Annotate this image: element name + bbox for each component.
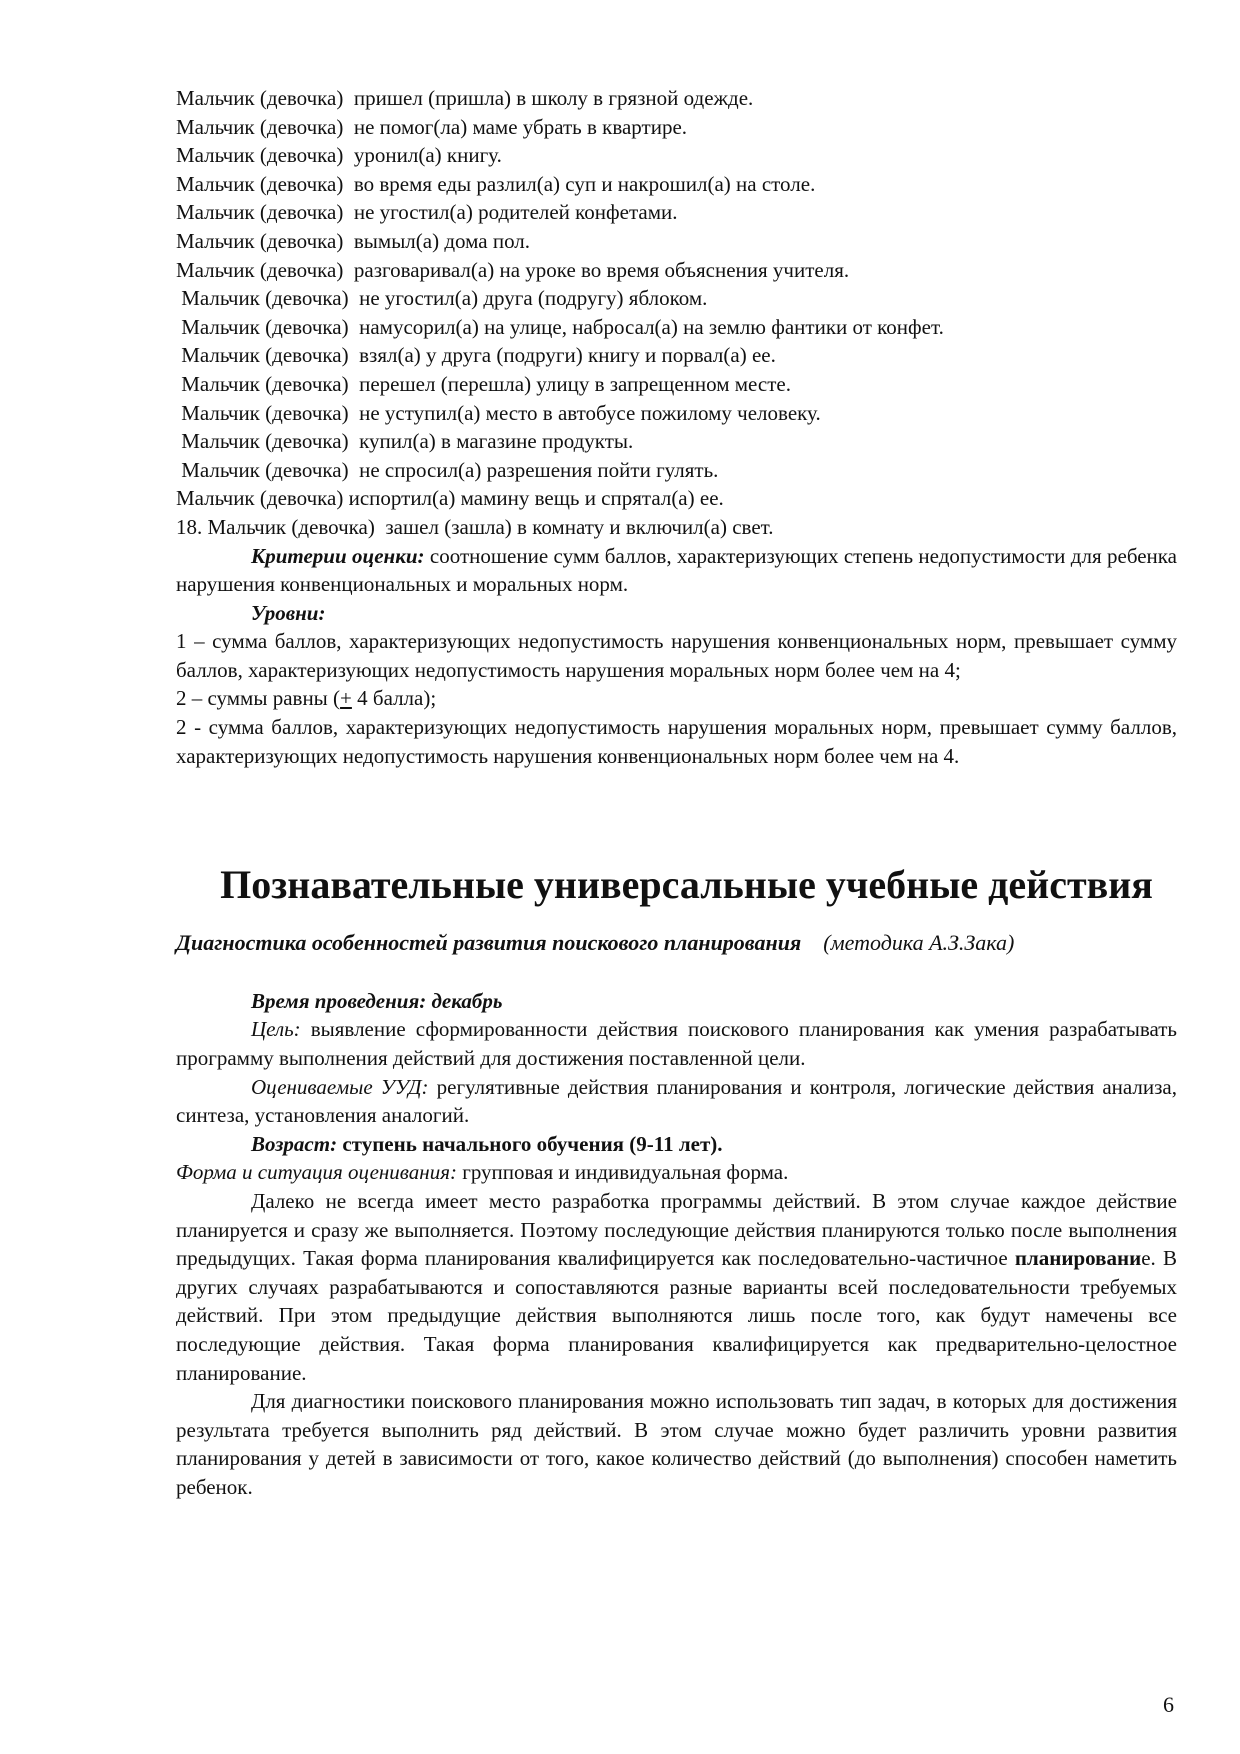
list-item: Мальчик (девочка) уронил(а) книгу. (176, 143, 502, 168)
level-1: 1 – сумма баллов, характеризующих недопустимость нарушения конвенциональных норм, превышает сумму баллов, характеризующих недопустимость нарушения моральных норм более чем на 4; (176, 629, 1177, 682)
planning-paragraph (176, 1187, 1177, 1387)
method-author: (методика А.З.Зака) (823, 930, 1015, 956)
criteria-text: соотношение сумм баллов, характеризующих степень недопустимости для ребенка нарушения конвенциональных и моральных норм. (176, 543, 1178, 597)
form-label: Форма и ситуация оценивания: (176, 1160, 457, 1185)
situations-list (176, 84, 1177, 542)
list-item: Мальчик (девочка) взял(а) у друга (подруги) книгу и порвал(а) ее. (176, 343, 776, 368)
list-item: Мальчик (девочка) не уступил(а) место в автобусе пожилому человеку. (176, 400, 821, 425)
list-item: Мальчик (девочка) не угостил(а) друга (подругу) яблоком. (176, 286, 708, 311)
list-item: Мальчик (девочка) не помог(ла) маме убрать в квартире. (176, 114, 688, 139)
level-3: 2 - сумма баллов, характеризующих недопустимость нарушения моральных норм, превышает сумму баллов, характеризующих недопустимость нарушения конвенциональных норм более чем на 4. (176, 715, 1177, 768)
uud-label: Оцениваемые УУД: (251, 1074, 429, 1099)
goal-label: Цель: (251, 1017, 301, 1042)
list-item: Мальчик (девочка) пришел (пришла) в школу в грязной одежде. (176, 86, 754, 110)
age-text: ступень начального обучения (9-11 лет). (337, 1131, 723, 1156)
criteria-label: Критерии оценки: (251, 543, 425, 568)
age-label: Возраст: (251, 1131, 338, 1156)
list-item: Мальчик (девочка) разговаривал(а) на уроке во время объяснения учителя. (176, 257, 850, 282)
goal-text: выявление сформированности действия поискового планирования как умения разрабатывать программу выполнения действий для достижения поставленной цели. (176, 1017, 1177, 1071)
page-number: 6 (1163, 1692, 1174, 1717)
age-line (176, 1130, 1177, 1159)
criteria-paragraph (176, 542, 1177, 599)
list-item: Мальчик (девочка) намусорил(а) на улице, набросал(а) на землю фантики от конфет. (176, 314, 944, 339)
list-item: Мальчик (девочка) испортил(а) мамину вещь и спрятал(а) ее. (176, 486, 724, 511)
list-item: Мальчик (девочка) перешел (перешла) улицу в запрещенном месте. (176, 371, 791, 396)
document-page (176, 84, 1177, 1502)
uud-paragraph (176, 1073, 1177, 1130)
list-item: 18. Мальчик (девочка) зашел (зашла) в комнату и включил(а) свет. (176, 514, 774, 539)
levels-label: Уровни: (251, 600, 326, 625)
method-name: Диагностика особенностей развития поискового планирования (176, 930, 802, 956)
planning-text-b: е. В других случаях разрабатываются и сопоставляются разные варианты всей последовательности требуемых действий. При этом предыдущие действия выполняются лишь после того, как будут намечены все последующие действия. Такая форма планирования квалифицируется как предварительно-целостное планирование. (176, 1246, 1178, 1385)
list-item: Мальчик (девочка) не спросил(а) разрешения пойти гулять. (176, 457, 719, 482)
level-2-prefix: 2 – суммы равны ( (176, 686, 341, 711)
planning-bold-word: планировани (1014, 1246, 1142, 1271)
form-line (176, 1158, 1177, 1187)
uud-text: регулятивные действия планирования и контроля, логические действия анализа, синтеза, установления аналогий. (176, 1074, 1177, 1128)
list-item: Мальчик (девочка) купил(а) в магазине продукты. (176, 429, 634, 454)
time-line: Время проведения: декабрь (251, 988, 503, 1013)
planning-text-a: Далеко не всегда имеет место разработка программы действий. В этом случае каждое действие планируется и сразу же выполняется. Поэтому последующие действия планируются только после выполнения предыдущих. Такая форма планирования квалифицируется как последовательно-частичное (176, 1189, 1177, 1271)
form-text: групповая и индивидуальная форма. (456, 1160, 789, 1185)
section-title: Познавательные универсальные учебные действия (220, 862, 1153, 908)
goal-paragraph (176, 1015, 1177, 1072)
list-item: Мальчик (девочка) во время еды разлил(а) суп и накрошил(а) на столе. (176, 171, 816, 196)
method-title (176, 929, 1177, 958)
diagnostics-paragraph: Для диагностики поискового планирования можно использовать тип задач, в которых для достижения результата требуется выполнить ряд действий. В этом случае можно будет различить уровни развития планирования у детей в зависимости от того, какое количество действий (до выполнения) способен наметить ребенок. (176, 1389, 1177, 1499)
level-2-suffix: 4 балла); (351, 686, 437, 711)
level-2 (176, 684, 1177, 713)
plus-minus-sign: + (340, 686, 352, 711)
list-item: Мальчик (девочка) не угостил(а) родителей конфетами. (176, 200, 678, 225)
list-item: Мальчик (девочка) вымыл(а) дома пол. (176, 228, 531, 253)
